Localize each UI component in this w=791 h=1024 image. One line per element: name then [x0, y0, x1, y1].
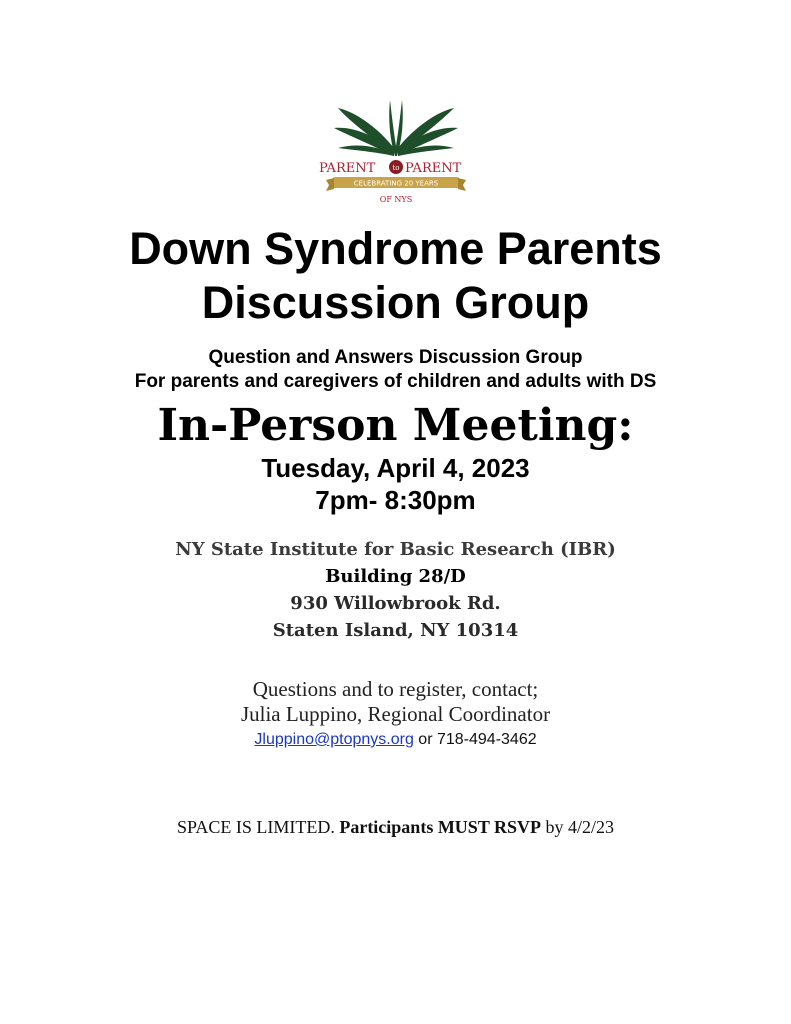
logo-bottom-text: OF NYS	[379, 195, 413, 204]
contact-phone: 718-494-3462	[436, 731, 537, 748]
location-street: 930 Willowbrook Rd.	[290, 593, 501, 614]
location-building: Building 28/D	[325, 566, 466, 587]
notice-limited: SPACE IS LIMITED.	[176, 817, 340, 837]
meeting-date: Tuesday, April 4, 2023	[261, 453, 530, 483]
logo-graphic	[316, 90, 476, 208]
contact-separator: or	[413, 731, 437, 748]
contact-line	[0, 727, 791, 753]
banner-tail-left	[326, 178, 334, 191]
title-line-2: Discussion Group	[201, 277, 590, 328]
meeting-datetime	[0, 452, 791, 516]
meeting-time: 7pm- 8:30pm	[315, 485, 476, 515]
contact-intro: Questions and to register, contact;	[252, 677, 539, 701]
logo-word-left: PARENT	[319, 161, 376, 176]
banner-tail-right	[458, 178, 466, 191]
page-title	[0, 222, 791, 330]
logo-word-middle: to	[392, 164, 400, 172]
subtitle-line-2: For parents and caregivers of children and adults with DS	[134, 371, 657, 392]
logo-banner-text: CELEBRATING 20 YEARS	[353, 179, 439, 188]
notice-deadline: by 4/2/23	[541, 817, 615, 837]
subtitle	[0, 346, 791, 394]
contact-info	[0, 677, 791, 753]
contact-email-link[interactable]: Jluppino@ptopnys.org	[254, 731, 414, 748]
subtitle-line-1: Question and Answers Discussion Group	[208, 347, 583, 368]
leaf-icon	[334, 100, 458, 156]
location-institute: NY State Institute for Basic Research (IBR)	[175, 539, 616, 560]
logo-word-right: PARENT	[405, 161, 462, 176]
parent-to-parent-logo	[316, 90, 476, 208]
title-line-1: Down Syndrome Parents	[129, 223, 662, 274]
location-city: Staten Island, NY 10314	[272, 620, 519, 641]
rsvp-notice	[0, 815, 791, 839]
notice-must-rsvp: Participants MUST RSVP	[339, 817, 542, 837]
meeting-heading: In-Person Meeting:	[157, 400, 634, 451]
location-address	[0, 536, 791, 644]
contact-person: Julia Luppino, Regional Coordinator	[240, 702, 551, 726]
